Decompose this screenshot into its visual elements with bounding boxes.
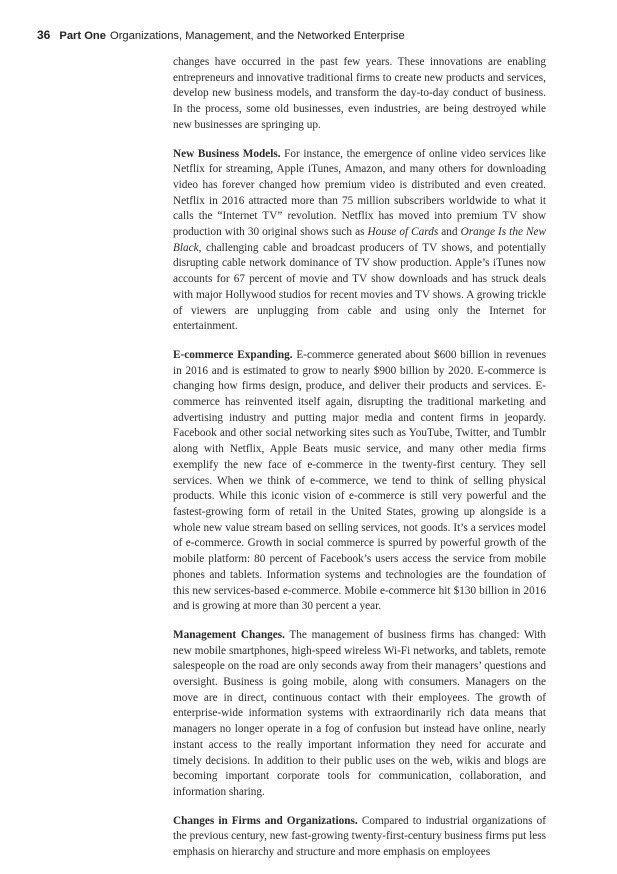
paragraph-heading: E-commerce Expanding. bbox=[173, 348, 293, 361]
running-header bbox=[37, 28, 405, 42]
title-orange-is-the-new-black: Orange Is the New Black bbox=[173, 226, 546, 254]
paragraph-changes-in-firms: Changes in Firms and Organizations. Compared to industrial organizations of the previous century, new fast-growing twenty-first-century business firms put less emphasis on hierarchy and structure and more emphasis on employees bbox=[173, 814, 546, 859]
paragraph-new-business-models: New Business Models. For instance, the emergence of online video services like Netflix for streaming, Apple iTunes, Amazon, and many others for downloading video has forever changed how premium video is distributed and even created. Netflix in 2016 attracted more than 75 million subscribers worldwide to what it calls the “Internet TV” revolution. Netflix has moved into premium TV show production with 30 original shows such as House of Cards and Orange Is the New Black, challenging cable and broadcast producers of TV shows, and potentially disrupting cable network dominance of TV show production. Apple’s iTunes now accounts for 67 percent of movie and TV show downloads and has struck deals with major Hollywood studios for recent movies and TV shows. A growing trickle of viewers are unplugging from cable and using only the Internet for entertainment. bbox=[173, 147, 546, 333]
paragraph-heading: Management Changes. bbox=[173, 628, 285, 641]
paragraph-intro: changes have occurred in the past few years. These innovations are enabling entrepreneurs and innovative traditional firms to create new products and services, develop new business models, and transform the day-to-day conduct of business. In the process, some old businesses, even industries, are being destroyed while new businesses are springing up. bbox=[173, 56, 546, 131]
paragraph-heading: New Business Models. bbox=[173, 147, 281, 160]
paragraph-heading: Changes in Firms and Organizations. bbox=[173, 814, 358, 827]
paragraph-management-changes: Management Changes. The management of business firms has changed: With new mobile smartphones, high-speed wireless Wi-Fi networks, and tablets, remote salespeople on the road are only seconds away from their managers’ questions and oversight. Business is going mobile, along with consumers. Managers on the move are in direct, continuous contact with their employees. The growth of enterprise-wide information systems with extraordinarily rich data means that managers no longer operate in a fog of confusion but instead have online, nearly instant access to the really important information they need for accurate and timely decisions. In addition to their public uses on the web, wikis and blogs are becoming important corporate tools for communication, collaboration, and information sharing. bbox=[173, 628, 546, 798]
body-text bbox=[173, 55, 546, 874]
paragraph-e-commerce-expanding: E-commerce Expanding. E-commerce generated about $600 billion in revenues in 2016 and is estimated to grow to nearly $900 billion by 2020. E-commerce is changing how firms design, produce, and deliver their products and services. E-commerce has reinvented itself again, disrupting the traditional marketing and advertising industry and putting major media and content firms in jeopardy. Facebook and other social networking sites such as YouTube, Twitter, and Tumblr along with Netflix, Apple Beats music service, and many other media firms exemplify the new face of e-commerce in the twenty-first century. They sell services. When we think of e-commerce, we tend to think of selling physical products. While this iconic vision of e-commerce is still very powerful and the fastest-growing form of retail in the United States, growing up alongside is a whole new value stream based on selling services, not goods. It’s a services model of e-commerce. Growth in social commerce is spurred by powerful growth of the mobile platform: 80 percent of Facebook’s users access the service from mobile phones and tablets. Information systems and technologies are the foundation of this new services-based e-commerce. Mobile e-commerce hit $130 billion in 2016 and is growing at more than 30 percent a year. bbox=[173, 348, 546, 613]
title-house-of-cards: House of Cards bbox=[367, 226, 439, 239]
part-label: Part One bbox=[59, 30, 106, 42]
part-title: Organizations, Management, and the Networked Enterprise bbox=[110, 30, 405, 42]
page-number: 36 bbox=[37, 28, 51, 42]
